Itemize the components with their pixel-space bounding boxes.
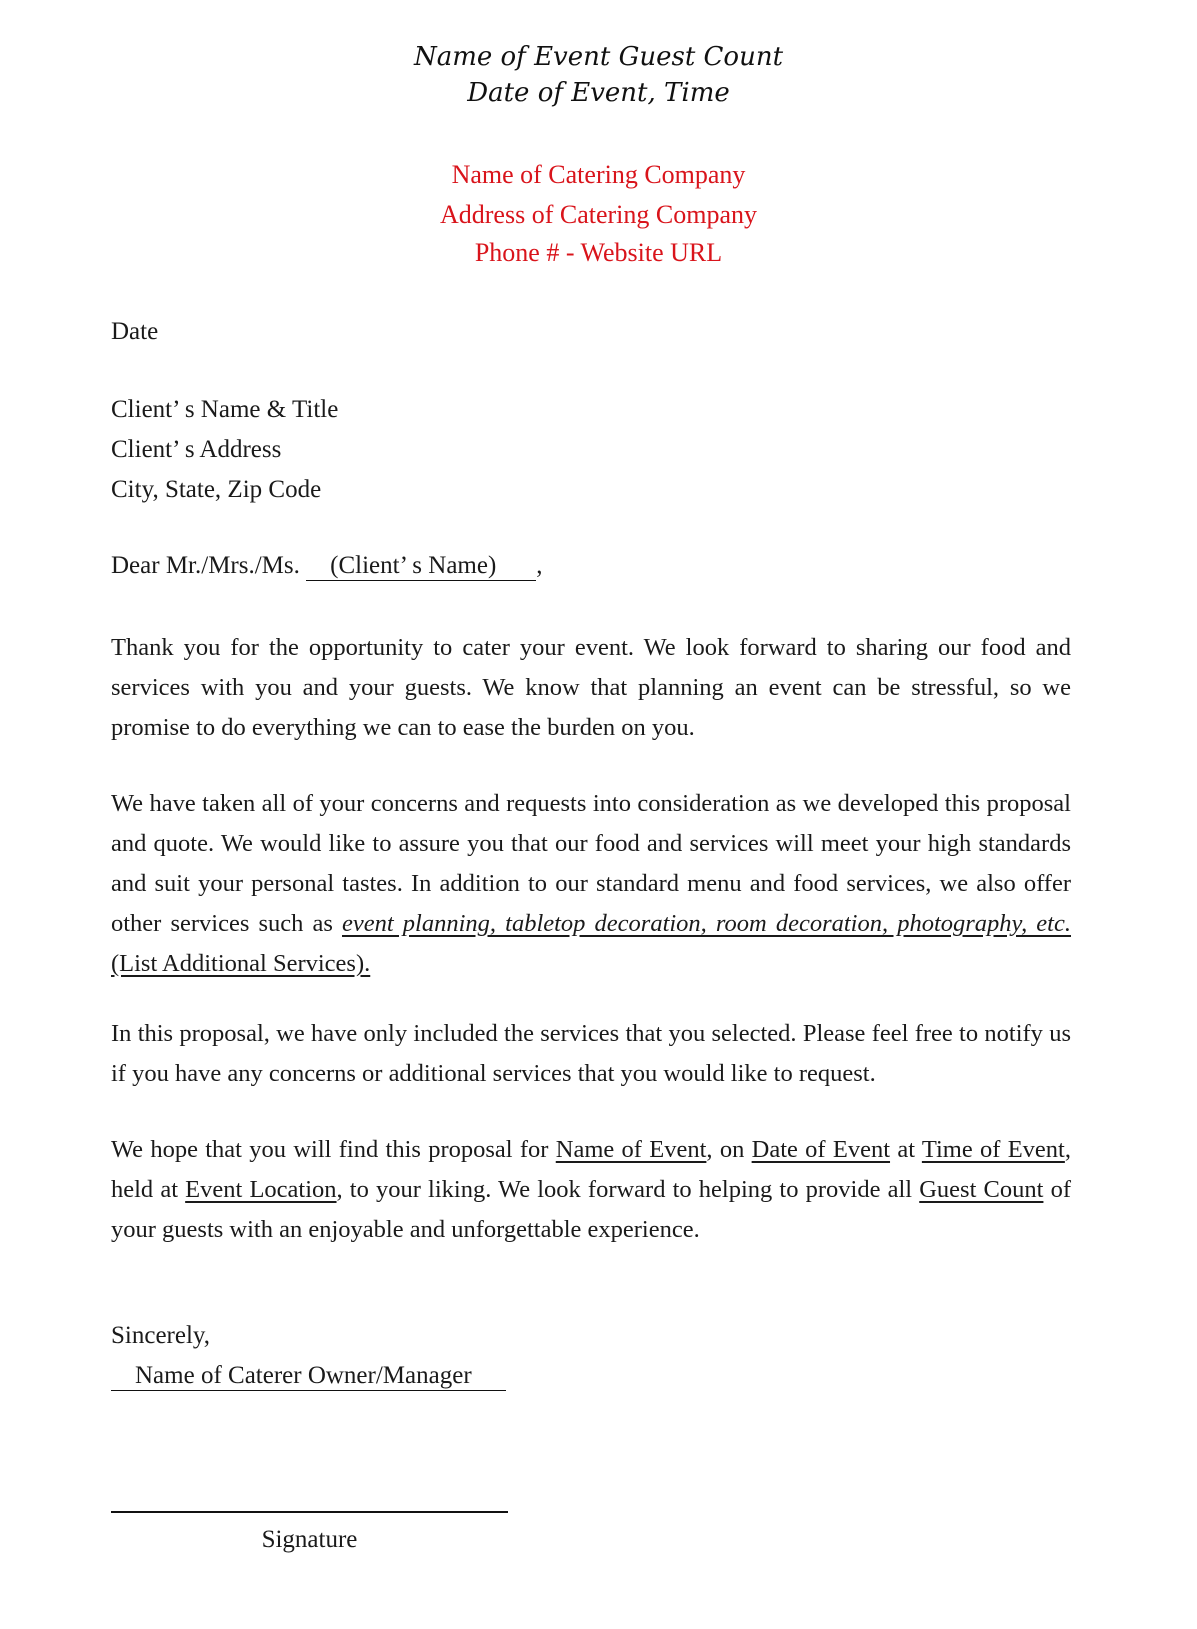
paragraph-2-end: (List Additional Services). [111, 950, 371, 977]
signature-line [111, 1511, 508, 1513]
company-address: Address of Catering Company [439, 200, 757, 229]
additional-services-list: event planning, tabletop decoration, room decoration, photography, etc. [342, 910, 1071, 937]
client-address: Client’ s Address [111, 436, 282, 463]
salutation-client-name-blank: (Client’ s Name) [306, 552, 536, 581]
event-name-blank: Name of Event [555, 1136, 707, 1163]
paragraph-2 [111, 784, 1071, 984]
p4-text-d: , held at [111, 1136, 1071, 1203]
p4-text-c: at [890, 1136, 922, 1163]
caterer-name-line [111, 1362, 506, 1391]
caterer-name-blank: Name of Caterer Owner/Manager [111, 1362, 506, 1391]
salutation-prefix: Dear Mr./Mrs./Ms. [111, 552, 300, 579]
company-contact: Phone # - Website URL [474, 238, 723, 267]
event-guest-count-line: Name of Event Guest Count [413, 42, 784, 72]
paragraph-1 [111, 628, 1071, 748]
client-name-title: Client’ s Name & Title [111, 396, 339, 423]
company-name: Name of Catering Company [451, 160, 746, 189]
event-date-blank: Date of Event [751, 1136, 891, 1163]
closing: Sincerely, [111, 1322, 211, 1349]
paragraph-3-text: In this proposal, we have only included the services that you selected. Please feel free to notify us if you have any concerns or additional services that you would like to request. [111, 1020, 1071, 1087]
p4-text-e: , to your liking. We look forward to helping to provide all [336, 1176, 920, 1203]
event-date-time-line: Date of Event, Time [467, 78, 730, 108]
paragraph-2-start: We have taken all of your concerns and requests into consideration as we developed this proposal and quote. We would like to assure you that our food and services will meet your high standards and suit your personal tastes. In addition to our standard menu and food services, we also offer other services such as [111, 790, 1071, 937]
salutation-suffix: , [536, 552, 543, 579]
p4-text-a: We hope that you will find this proposal for [111, 1136, 556, 1163]
paragraph-4 [111, 1130, 1071, 1250]
guest-count-blank: Guest Count [919, 1176, 1044, 1203]
p4-text-b: , on [706, 1136, 752, 1163]
city-state-zip: City, State, Zip Code [111, 476, 322, 503]
signature-label: Signature [261, 1526, 358, 1553]
paragraph-3 [111, 1014, 1071, 1094]
event-location-blank: Event Location [185, 1176, 337, 1203]
salutation [111, 552, 543, 581]
paragraph-1-text: Thank you for the opportunity to cater your event. We look forward to sharing our food and services with you and your guests. We know that planning an event can be stressful, so we promise to do everything we can to ease the burden on you. [111, 634, 1071, 741]
event-time-blank: Time of Event [921, 1136, 1065, 1163]
p4-text-f: of your guests with an enjoyable and unforgettable experience. [111, 1176, 1071, 1243]
letter-date: Date [111, 318, 159, 345]
